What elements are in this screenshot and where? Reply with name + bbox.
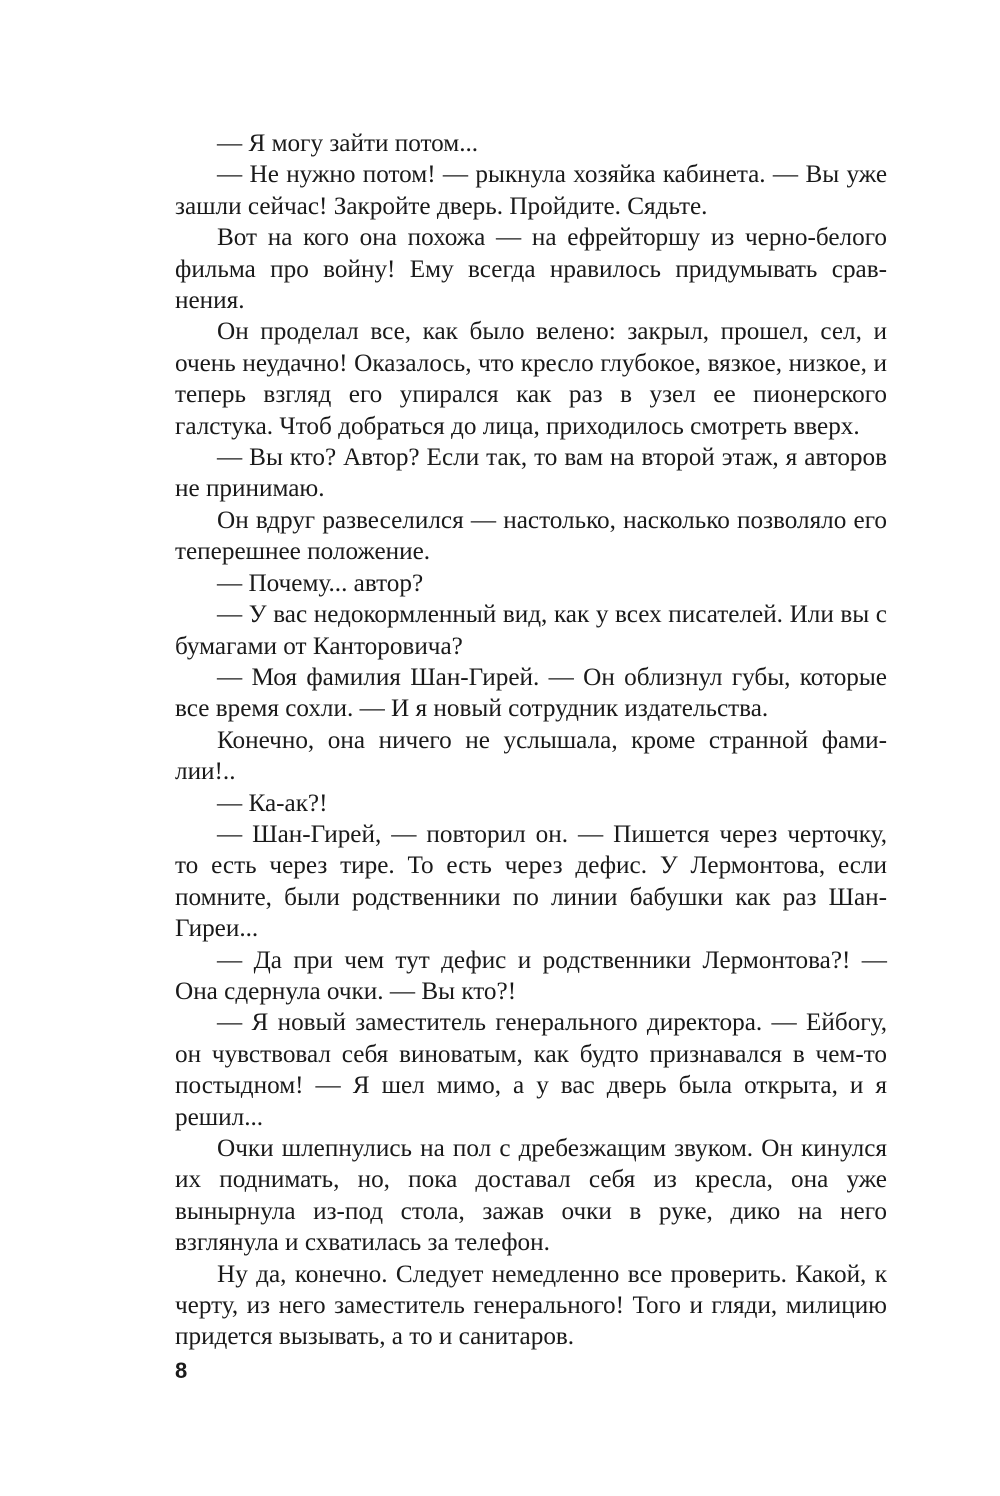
paragraph: — Шан-Гирей, — повторил он. — Пишется через черточку, то есть через тире. То есть через дефис. У Лермонтова, если помните, были родственники по линии бабушки как раз Шан-Гиреи...	[175, 820, 887, 943]
paragraph: — Моя фамилия Шан-Гирей. — Он облизнул губы, которые все время сохли. — И я новый сотрудник издательства.	[175, 663, 887, 723]
paragraph: — У вас недокормленный вид, как у всех писателей. Или вы с бумагами от Канторовича?	[175, 601, 887, 660]
paragraph: — Вы кто? Автор? Если так, то вам на второй этаж, я авторов не принимаю.	[175, 444, 887, 503]
paragraph: Вот на кого она похожа — на ефрейторшу из черно-белого фильма про войну! Ему всегда нравилось придумывать сравнения.	[175, 224, 887, 315]
paragraph: Конечно, она ничего не услышала, кроме странной фамилии!..	[175, 726, 887, 786]
paragraph: Очки шлепнулись на пол с дребезжащим звуком. Он кинулся их поднимать, но, пока доставал себя из кресла, она уже вынырнула из-под стола, зажав очки в руке, дико на него взглянула и схватилась за телефон.	[175, 1135, 887, 1257]
paragraph: Он вдруг развеселился — настолько, насколько позволяло его теперешнее положение.	[175, 506, 887, 566]
paragraph: — Да при чем тут дефис и родственники Лермонтова?! — Она сдернула очки. — Вы кто?!	[175, 946, 887, 1005]
paragraph: — Ка-ак?!	[217, 789, 328, 817]
paragraph: — Я новый заместитель генерального директора. — Ейбогу, он чувствовал себя виноватым, как будто признавался в чем-то постыдном! — Я шел мимо, а у вас дверь была открыта, и я решил...	[175, 1009, 887, 1131]
page-number: 8	[175, 1358, 188, 1383]
paragraph: — Не нужно потом! — рыкнула хозяйка кабинета. — Вы уже зашли сейчас! Закройте дверь. Пройдите. Сядьте.	[175, 161, 887, 220]
paragraph: — Почему... автор?	[217, 569, 424, 597]
paragraph: Ну да, конечно. Следует немедленно все проверить. Какой, к черту, из него заместитель генерального! Того и гляди, милицию придется вызывать, а то и санитаров.	[175, 1260, 887, 1351]
body-text	[175, 128, 887, 1353]
paragraph: — Я могу зайти потом...	[217, 130, 479, 157]
paragraph: Он проделал все, как было велено: закрыл, прошел, сел, и очень неудачно! Оказалось, что кресло глубокое, вязкое, низкое, и теперь взгляд его упирался как раз в узел ее пионерского галстука. Чтоб добраться до лица, приходилось смотреть вверх.	[175, 318, 887, 440]
